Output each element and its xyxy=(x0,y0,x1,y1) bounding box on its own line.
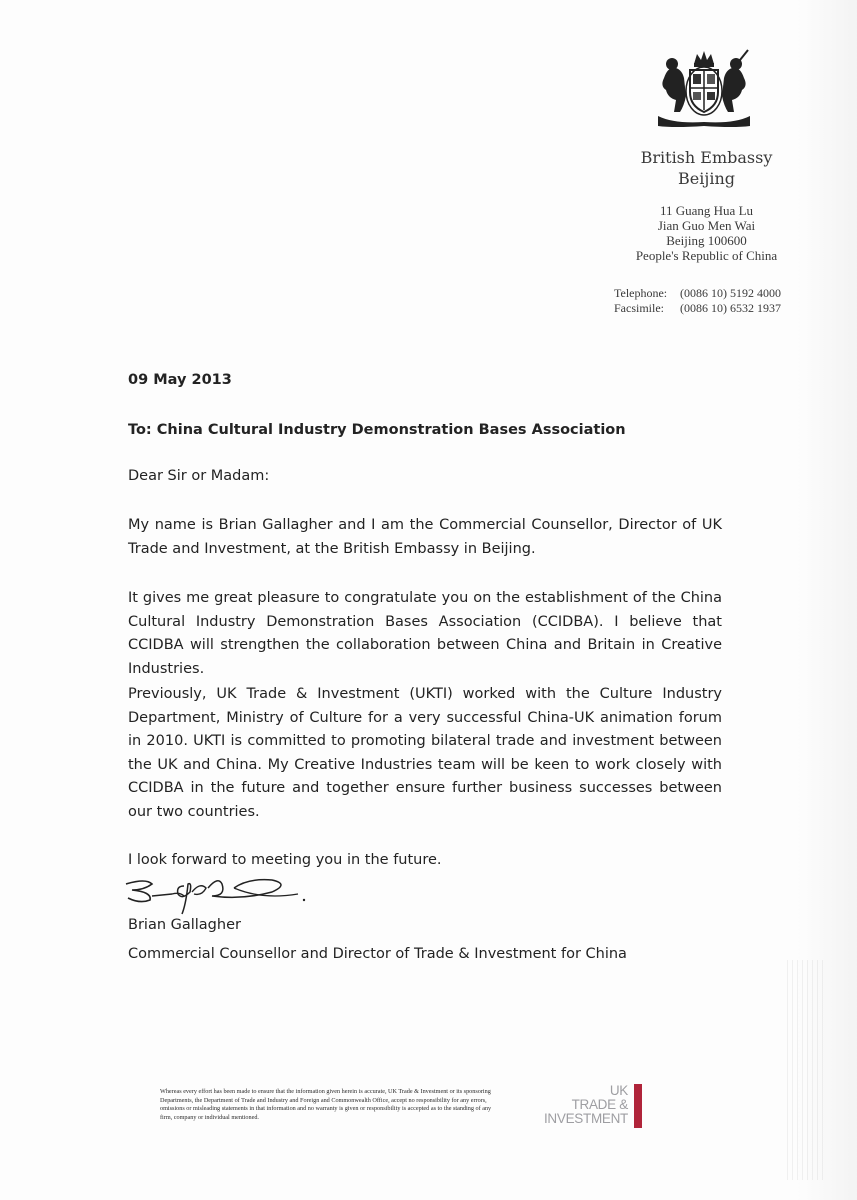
ukti-logo-line: UK xyxy=(609,1083,628,1098)
letter-salutation: Dear Sir or Madam: xyxy=(128,468,270,484)
scan-artifact-lines xyxy=(787,960,827,1180)
address-line: People's Republic of China xyxy=(635,248,778,263)
letter-paragraph-intro: My name is Brian Gallagher and I am the Commercial Counsellor, Director of UK Trade and Investment, at the British Embassy in Beijing. xyxy=(128,517,722,557)
handwritten-signature xyxy=(122,874,312,918)
ukti-logo-line: INVESTMENT xyxy=(543,1111,628,1126)
embassy-city: Beijing xyxy=(678,169,735,188)
facsimile-label: Facsimile: xyxy=(614,301,664,315)
address-line: Beijing 100600 xyxy=(666,233,747,248)
signer-name: Brian Gallagher xyxy=(128,917,241,933)
facsimile-number: (0086 10) 6532 1937 xyxy=(680,301,781,315)
letter-paragraph-collaboration: Previously, UK Trade & Investment (UKTI) worked with the Culture Industry Department, Ministry of Culture for a very successful China-UK animation forum in 2010. UKTI is committed to promoting bilateral trade and investment between the UK and China. My Creative Industries team will be keen to work closely with CCIDBA in the future and together ensure further business successes between our two countries. xyxy=(128,686,722,820)
ukti-logo-accent-bar xyxy=(634,1084,642,1128)
footer-disclaimer: Whereas every effort has been made to ensure that the information given herein is accurate, UK Trade & Investment or its sponsoring Departments, the Department of Trade and Industry and Foreign and Commonwealth Office, accept no responsibility for any errors, omissions or misleading statements in that information and no warranty is given or responsibility is accepted as to the standing of any firm, company or individual mentioned. xyxy=(160,1088,492,1121)
letter-recipient: To: China Cultural Industry Demonstration Bases Association xyxy=(128,422,626,438)
telephone-label: Telephone: xyxy=(614,286,668,300)
address-line: Jian Guo Men Wai xyxy=(657,218,756,233)
ukti-logo-line: TRADE & xyxy=(571,1097,628,1112)
signer-title: Commercial Counsellor and Director of Trade & Investment for China xyxy=(128,946,627,962)
telephone-number: (0086 10) 5192 4000 xyxy=(680,286,781,300)
embassy-address xyxy=(600,203,813,263)
letter-date: 09 May 2013 xyxy=(128,372,232,388)
embassy-name: British Embassy xyxy=(640,148,773,167)
ukti-logo xyxy=(540,1084,642,1128)
embassy-heading xyxy=(600,147,813,189)
address-line: 11 Guang Hua Lu xyxy=(659,203,754,218)
letter-closing: I look forward to meeting you in the future. xyxy=(128,852,442,868)
embassy-contact xyxy=(614,286,781,316)
royal-coat-of-arms-icon xyxy=(654,48,754,128)
letter-paragraph-congratulations: It gives me great pleasure to congratulate you on the establishment of the China Cultural Industry Demonstration Bases Association (CCIDBA). I believe that CCIDBA will strengthen the collaboration between China and Britain in Creative Industries. xyxy=(128,590,722,677)
